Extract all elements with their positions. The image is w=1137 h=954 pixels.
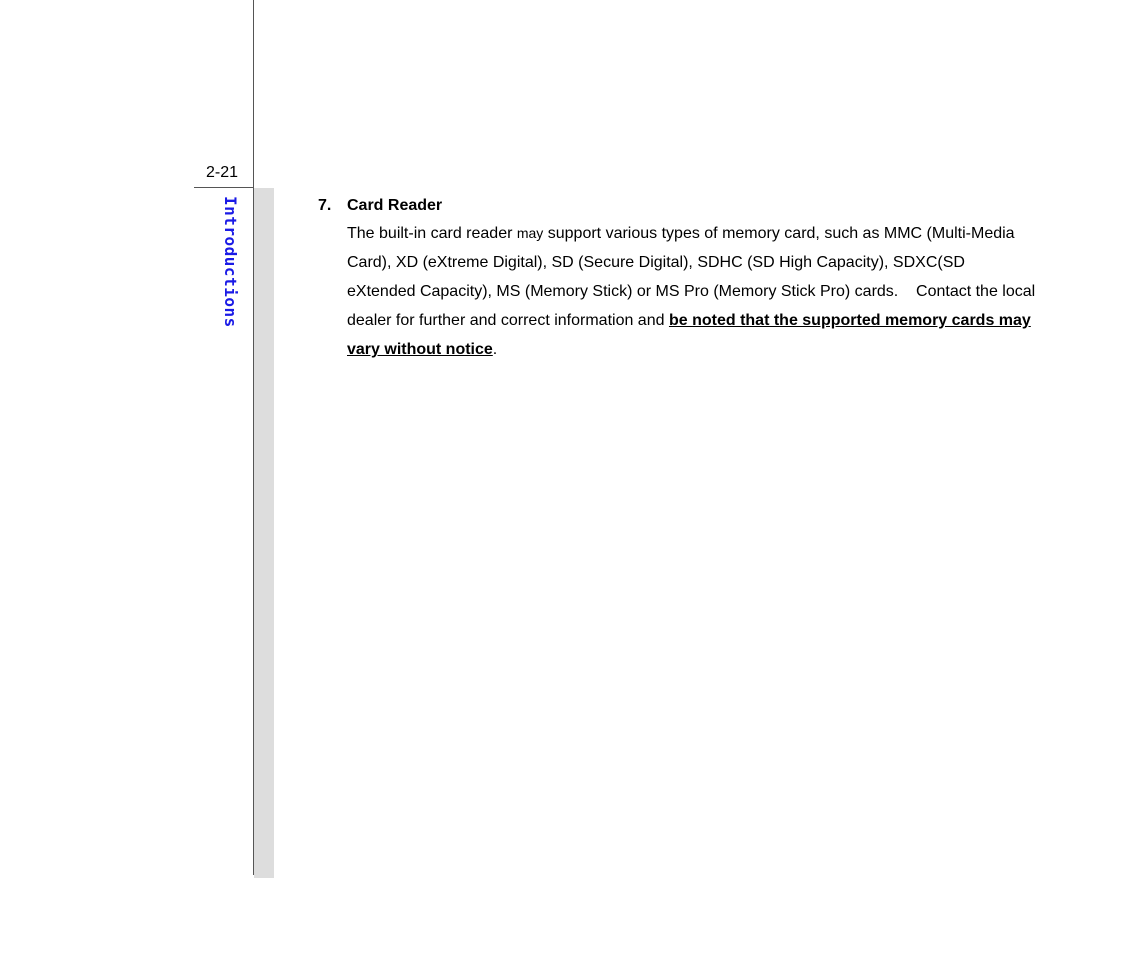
body-text-middle: support various types of memory card, such as MMC (Multi-Media Card), XD (eXtreme Digital), SD (Secure Digital), SDHC (SD High Capacity), SDXC(SD eXtended Capacity), MS (Memory Stick) or MS Pro (Memory Stick Pro) cards. Contact the local dealer for further and correct information and bbox=[347, 225, 1036, 329]
body-text-start: The built-in card reader bbox=[347, 225, 517, 242]
list-item-heading: Card Reader bbox=[347, 197, 443, 214]
body-text-may: may bbox=[516, 225, 544, 241]
list-item-number: 7. bbox=[318, 197, 332, 214]
page-number-underline bbox=[194, 187, 254, 188]
body-text-end: . bbox=[492, 341, 498, 358]
section-label: Introductions bbox=[221, 196, 240, 328]
margin-bar bbox=[254, 188, 274, 878]
body-text-emphasis: be noted that the supported memory cards may vary without notice bbox=[347, 312, 1031, 358]
page-number: 2-21 bbox=[206, 164, 239, 181]
list-item-body bbox=[347, 219, 1037, 364]
